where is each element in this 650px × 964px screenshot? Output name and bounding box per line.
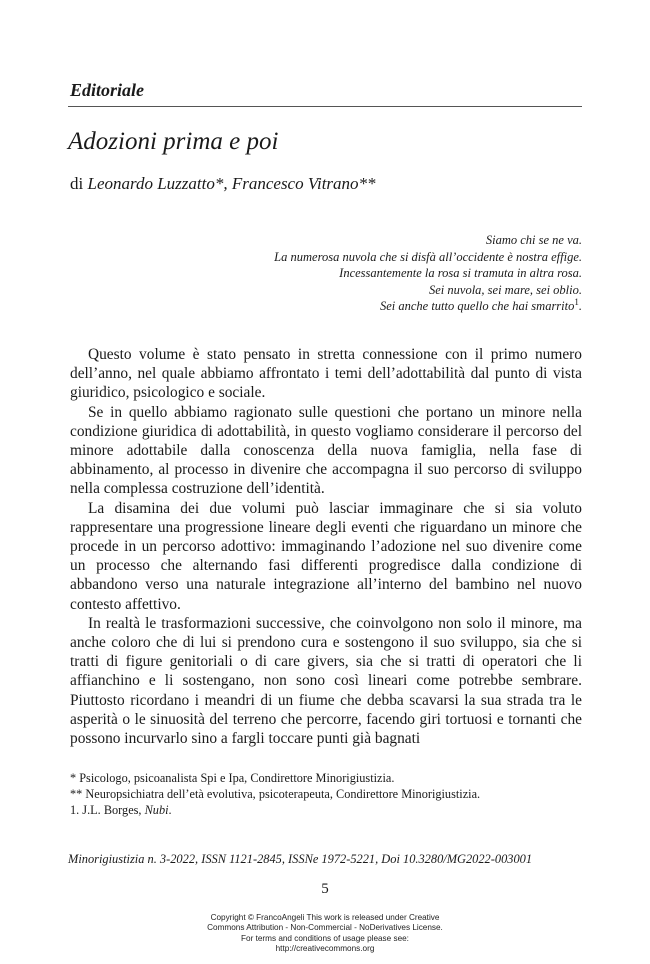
footnote-1-suffix: .	[168, 803, 172, 817]
license-line: Commons Attribution - Non-Commercial - NoDerivatives License.	[207, 923, 443, 933]
epigraph-line-last	[162, 298, 582, 315]
footnote-author-2: ** Neuropsichiatra dell’età evolutiva, psicoterapeuta, Condirettore Minorigiustizia.	[70, 787, 481, 801]
body-paragraph: In realtà le trasformazioni successive, che coinvolgono non solo il minore, ma anche coloro che di lui si prendono cura e sostengono il suo sviluppo, sia che si tratti di figure genitoriali o di care givers, sia che si tratti di operatori che li affianchino e li sostengano, non sono così lineari come potrebbe sembrare. Piuttosto ricordano i meandri di un fiume che debba scavarsi la sua strada tra le asperità o le sinuosità del terreno che percorre, facendo giri tortuosi e tornanti che possono incurvarlo sino a fargli toccare punti già bagnati	[70, 614, 582, 748]
footnote-1	[70, 802, 582, 818]
footnote-1-prefix: 1. J.L. Borges,	[70, 803, 145, 817]
epigraph-line: La numerosa nuvola che si disfà all’occidente è nostra effige.	[274, 249, 582, 264]
article-authors	[70, 174, 376, 194]
license-line: For terms and conditions of usage please see:	[241, 933, 409, 943]
footnote-ref-1[interactable]: 1	[574, 296, 579, 307]
by-prefix: di	[70, 174, 88, 193]
section-label: Editoriale	[70, 80, 145, 100]
epigraph-end-punct: .	[578, 299, 582, 313]
license-line: Copyright © FrancoAngeli This work is released under Creative	[210, 913, 440, 922]
license-link[interactable]: http://creativecommons.org	[275, 943, 375, 953]
epigraph-line: Siamo chi se ne va.	[485, 233, 582, 247]
epigraph	[162, 232, 582, 315]
epigraph-line: Sei anche tutto quello che hai smarrito	[379, 299, 575, 313]
body-paragraph: Questo volume è stato pensato in stretta connessione con il primo numero dell’anno, nel quale abbiamo affrontato i temi dell’adottabilità dal punto di vista giuridico, psicologico e sociale.	[70, 346, 582, 402]
body-paragraph: La disamina dei due volumi può lasciar immaginare che si sia voluto rappresentare una progressione lineare degli eventi che riguardano un minore che procede in un percorso adottivo: immaginando l’adozione nel suo divenire come un processo che alternando fasi differenti progredisce dalla condizione di abbandono verso una naturale integrazione all’interno del bambino nel nuovo contesto affettivo.	[70, 499, 582, 613]
header-rule	[68, 106, 582, 107]
footnote-author-1: * Psicologo, psicoanalista Spi e Ipa, Condirettore Minorigiustizia.	[70, 771, 395, 785]
body-paragraph: Se in quello abbiamo ragionato sulle questioni che portano un minore nella condizione giuridica di adottabilità, in questo vogliamo considerare il percorso del minore adottabile dalla conoscenza della nuova famiglia, nella fase di abbinamento, al processo in divenire che accompagna il suo percorso di sviluppo nella complessa costruzione dell’identità.	[70, 403, 582, 498]
page-number: 5	[321, 881, 329, 897]
footnotes	[70, 770, 582, 818]
epigraph-line: Sei nuvola, sei mare, sei oblio.	[429, 282, 582, 297]
article-body	[70, 345, 582, 748]
author-names: Leonardo Luzzatto*, Francesco Vitrano**	[87, 174, 376, 193]
article-title: Adozioni prima e poi	[68, 128, 279, 155]
epigraph-line: Incessantemente la rosa si tramuta in altra rosa.	[339, 266, 582, 280]
license-notice	[0, 913, 650, 954]
footnote-1-work: Nubi	[144, 803, 169, 817]
journal-citation: Minorigiustizia n. 3-2022, ISSN 1121-2845, ISSNe 1972-5221, Doi 10.3280/MG2022-003001	[68, 852, 533, 866]
